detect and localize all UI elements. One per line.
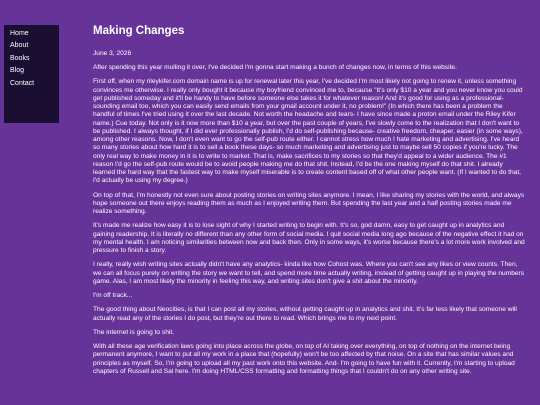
post-paragraph: The internet is going to shit. [93,328,175,336]
post-paragraph: First off, when my rileykifer.com domain name is up for renewal later this year, I've decided I'm most likely not going to renew it, unless something convinces me otherwise. I really only bought it because my boyfriend convinced me to, because "It's only $10 a year and you never know you could get published someday and it'll be handy to have before someone else takes it for whatever reason! And it's good for using as a professional-sounding email too, which you can easily send emails from your gmail account under it, no problem!" (In which there has been a problem the handful of times I've tried using it over the last decade. Not worth the headache and tears- I have since made a proton email under the Riley Kifer name.) Cue today. Not only is it now more than $10 a year, but over the past couple of years, I've slowly come to the realization that I don't want to be published. I always thought, if I did ever professionally publish, I'd do self-publishing because- creative freedom, cheaper, easier (in some ways), among other reasons. Now, I don't even want to go the self-pub route either. I cannot stress how much I hate marketing and advertising. I've heard so many stories about how hard it is to sell a book these days- so much marketing and advertising just to maybe sell 50 copies if you're lucky. The only real way to make money in it is to write to market. That is, make sacrifices to my stories so that they'd appeal to a wider audience. The #1 reason I'd go the self-pub route would be to avoid people making me do that shit. Instead, I'd be the one making myself do that shit. I already learned the hard way that the fastest way to make myself miserable is to create content based off of what other people want. (If I wanted to do that, I'd actually be using my degree.) [93,78,523,185]
post-paragraph: After spending this year mulling it over, I've decided I'm gonna start making a bunch of changes now, in terms of this website. [93,64,457,71]
post-date: June 3, 2026 [93,50,132,57]
post-paragraph: On top of that, I'm honestly not even sure about posting stories on writing sites anymore. I mean, I like sharing my stories with the world, and always hope someone out there enjoys reading them as much as I enjoyed writing them. But spending the last year and a half posting stories made me realize something. [93,191,525,215]
post-title: Making Changes [93,25,185,37]
sidebar-nav [4,25,59,123]
nav-blog-link[interactable]: Blog [10,67,25,75]
post-paragraph: The good thing about Neocities, is that I can post all my stories, without getting caught up in analytics and shit. It's far less likely that someone will actually read any of the stories I do post, but they're out there to read. Which brings me to my next point. [93,306,517,322]
post-paragraph: It's made me realize how easy it is to lose sight of why I started writing to begin with. It's so, god damn, easy to get caught up in analytics and gaining readership. It is literally no different than any other form of social media. I quit social media long ago because of the negative effect it had on my mental health. I am noticing similarities between now and back then. Only in some ways, it's worse because there's a lot more work involved and pressure to finish a story. [93,222,525,254]
nav-about-link[interactable]: About [10,42,29,50]
post-paragraph: I'm off track... [93,292,133,299]
nav-contact-link[interactable]: Contact [10,79,35,87]
post-paragraph: With all these age verification laws going into place across the globe, on top of AI taking over everything, on top of nothing on the internet being permanent anymore, I want to put all my work in a place that (hopefully) won't be too affected by that noise. On a site that has similar values and principles as myself. So, I'm going to upload all my past work onto this website. And- I'm going to have fun with it. Currently, I'm starting to upload chapters of Russell and Sal here. I'm doing HTML/CSS formatting and formatting things that I couldn't do on any other writing site. [93,343,515,375]
blog-post [93,24,525,382]
post-paragraph: I really, really wish writing sites actually didn't have any analytics- kinda like how Cohost was. Where you can't see any likes or view counts. Then, we can all focus purely on writing the story we want to tell, and spend more time actually writing, instead of getting caught up in playing the numbers game. Alas, I am most likely the minority in feeling this way, and writing sites don't give a shit about the minority. [93,261,525,285]
nav-books-link[interactable]: Books [10,54,30,62]
nav-home-link[interactable]: Home [10,30,29,37]
